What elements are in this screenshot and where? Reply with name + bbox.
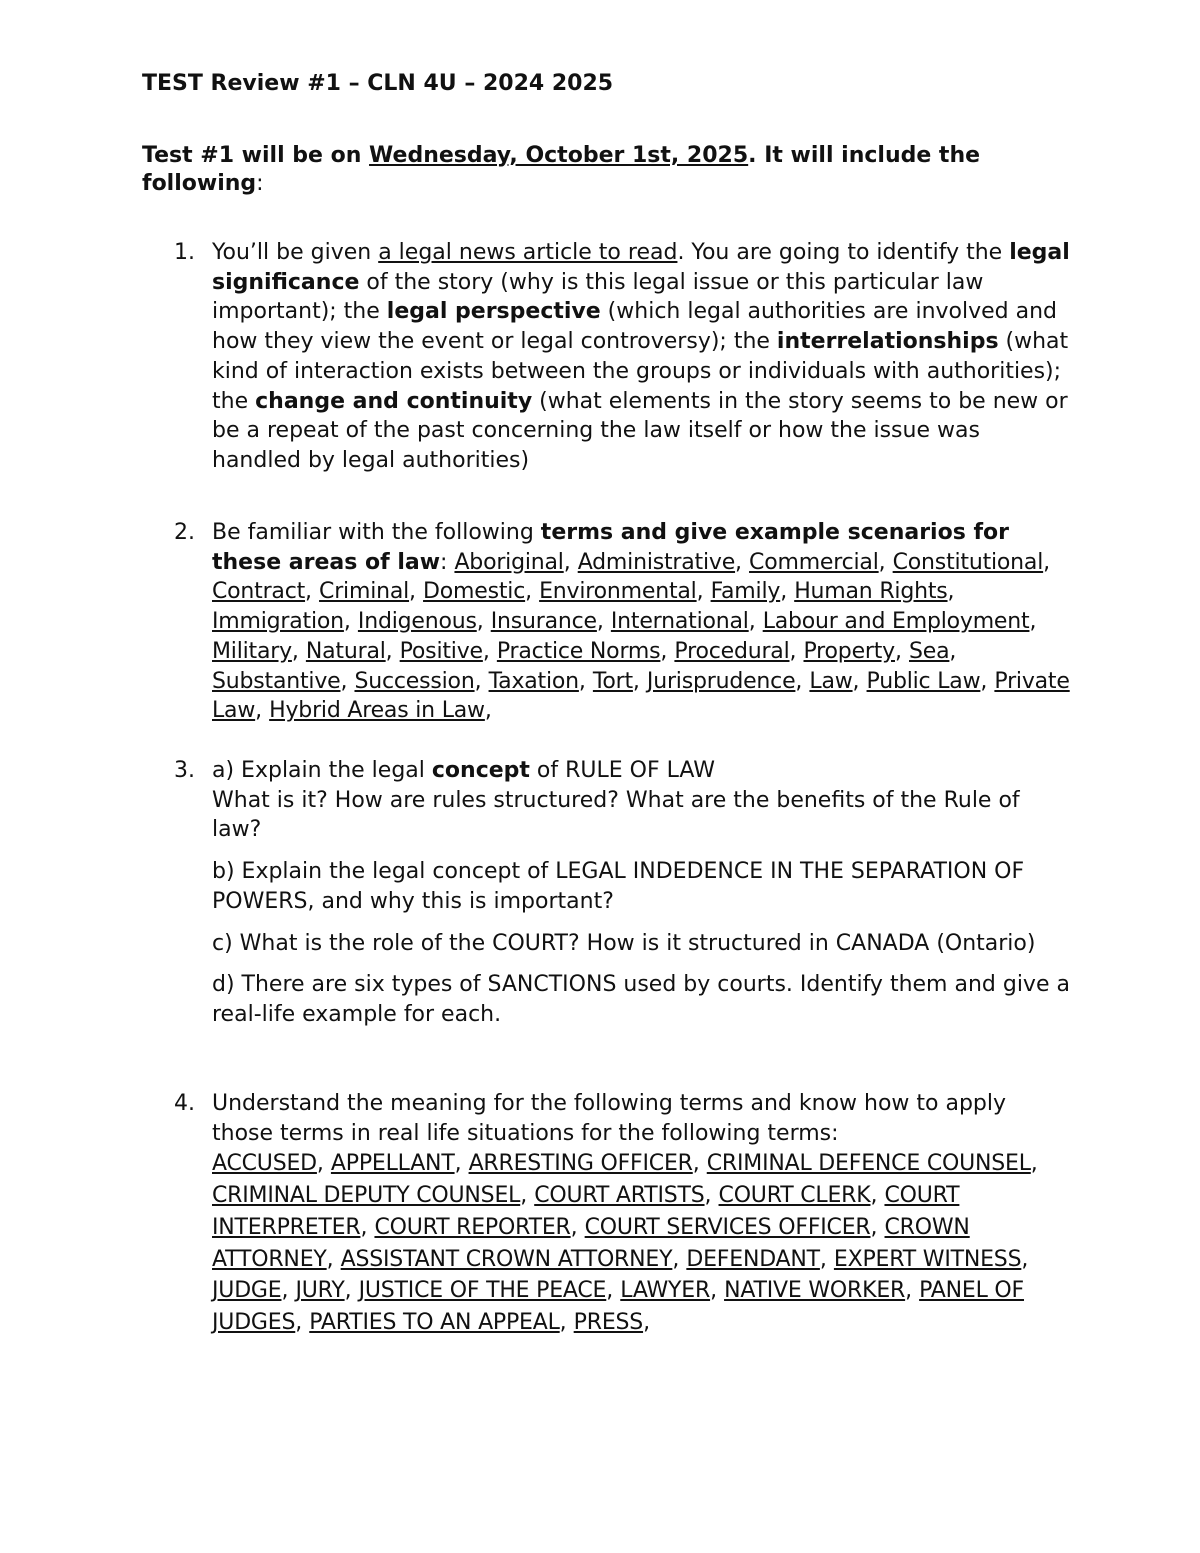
court-role-term: ASSISTANT CROWN ATTORNEY: [340, 1246, 673, 1272]
court-role-term: COURT CLERK: [718, 1183, 871, 1209]
law-area-term: Human Rights: [794, 579, 948, 605]
text-run: . You are going to identify the: [677, 240, 1010, 265]
court-role-term: CROWN ATTORNEY: [212, 1214, 970, 1272]
court-role-term: COURT REPORTER: [374, 1214, 571, 1240]
item-number: 1.: [174, 240, 195, 265]
law-area-term: Public Law: [866, 668, 981, 694]
item-number: 4.: [174, 1091, 195, 1116]
law-area-term: Constitutional: [892, 549, 1044, 575]
court-role-term: NATIVE WORKER: [724, 1278, 906, 1304]
law-area-term: Commercial: [749, 549, 879, 575]
court-role-term: LAWYER: [620, 1278, 711, 1304]
law-area-term: Tort: [592, 668, 633, 694]
law-area-term: Immigration: [212, 609, 344, 635]
court-role-term: ARRESTING OFFICER: [468, 1151, 693, 1177]
sub-question-a: [212, 756, 1072, 786]
law-area-term: Positive: [399, 638, 483, 664]
law-area-term: Succession: [354, 668, 475, 694]
item-number: 2.: [174, 520, 195, 545]
court-role-term: COURT INTERPRETER: [212, 1183, 960, 1240]
court-role-term: COURT ARTISTS: [534, 1183, 705, 1209]
text-run: of the story (why is this legal issue or this particular law important); the: [212, 269, 984, 325]
intro-middle: . It will include the following: [142, 143, 981, 196]
item-body: [212, 518, 1072, 726]
court-role-term: PANEL OF JUDGES: [212, 1278, 1024, 1335]
item-number: 3.: [174, 758, 195, 783]
sub-question-b: b) Explain the legal concept of LEGAL INDEDENCE IN THE SEPARATION OF POWERS, and why this is important?: [212, 859, 1025, 914]
court-role-term: EXPERT WITNESS: [833, 1246, 1022, 1272]
law-area-term: International: [610, 609, 749, 635]
law-area-term: Family: [710, 579, 781, 605]
bold-term: terms and give example scenarios for these areas of law: [212, 520, 1009, 575]
law-area-term: Indigenous: [357, 609, 477, 635]
law-area-term: Administrative: [577, 549, 736, 575]
intro-colon: :: [256, 171, 264, 196]
law-area-term: Substantive: [212, 668, 341, 694]
sub-question-d: d) There are six types of SANCTIONS used by courts. Identify them and give a real-life example for each.: [212, 972, 1070, 1027]
court-role-term: DEFENDANT: [686, 1246, 820, 1272]
law-area-term: Jurisprudence: [646, 668, 796, 694]
law-area-term: Taxation: [488, 668, 579, 694]
law-area-term: Military: [212, 638, 292, 664]
court-role-term: JURY: [295, 1278, 345, 1304]
law-area-term: Hybrid Areas in Law: [269, 698, 485, 724]
law-area-term: Labour and Employment: [762, 609, 1030, 635]
law-area-term: Practice Norms: [496, 638, 661, 664]
court-role-term: JUDGE: [212, 1278, 282, 1304]
court-role-term: CRIMINAL DEPUTY COUNSEL: [212, 1183, 521, 1209]
text-run: You’ll be given: [212, 240, 379, 265]
law-area-term: Aboriginal: [454, 549, 564, 575]
intro-prefix: Test #1 will be on: [142, 143, 370, 168]
text-run: :: [440, 549, 455, 575]
court-role-term: ACCUSED: [212, 1151, 317, 1177]
text-run: Be familiar with the following: [212, 520, 541, 545]
law-area-term: Property: [803, 638, 895, 664]
bold-term: legal significance: [212, 240, 1070, 295]
bold-term: legal perspective: [386, 299, 601, 325]
law-areas-text: [212, 518, 1072, 726]
law-area-term: Private Law: [212, 668, 1070, 724]
item-body: [212, 1089, 1072, 1339]
bold-term: change and continuity: [255, 388, 533, 414]
law-area-term: Natural: [305, 638, 386, 664]
law-area-term: Environmental: [539, 579, 697, 605]
sub-question-c: c) What is the role of the COURT? How is it structured in CANADA (Ontario): [212, 930, 1036, 956]
item-text: Understand the meaning for the following terms and know how to apply those terms in real life situations for the following terms:: [212, 1091, 1007, 1146]
law-area-term: Insurance: [490, 609, 597, 635]
law-area-term: Law: [809, 668, 853, 694]
text-run: (what kind of interaction exists between the groups or individuals with authorities); the: [212, 329, 1069, 414]
court-role-term: CRIMINAL DEFENCE COUNSEL: [706, 1151, 1031, 1177]
law-area-term: Contract: [212, 579, 306, 605]
text-run: (which legal authorities are involved and how they view the event or legal controversy); the: [212, 299, 1058, 355]
item-body: [212, 238, 1072, 476]
intro-paragraph: [142, 142, 1072, 198]
law-area-term: Procedural: [674, 638, 790, 664]
court-terms-list: ACCUSED, APPELLANT, ARRESTING OFFICER, CRIMINAL DEFENCE COUNSEL, CRIMINAL DEPUTY COUNSEL, COURT ARTISTS, COURT CLERK, COURT INTERPRETER, COURT REPORTER, COURT SERVICES OFFICER, CROWN ATTORNEY, ASSISTANT CROWN ATTORNEY, DEFENDANT, EXPERT WITNESS, JUDGE, JURY, JUSTICE OF THE PEACE, LAWYER, NATIVE WORKER, PANEL OF JUDGES, PARTIES TO AN APPEAL, PRESS,: [212, 1151, 1038, 1335]
court-role-term: COURT SERVICES OFFICER: [584, 1214, 871, 1240]
test-date: Wednesday, October 1st, 2025: [369, 143, 749, 168]
law-area-term: Criminal: [319, 579, 410, 605]
law-area-term: Sea: [909, 638, 950, 664]
court-role-term: PARTIES TO AN APPEAL: [309, 1309, 560, 1335]
item-body: [212, 756, 1072, 1030]
sub-question-a-detail: What is it? How are rules structured? What are the benefits of the Rule of law?: [212, 787, 1020, 843]
text-run: of RULE OF LAW: [529, 758, 715, 783]
law-terms-list: Aboriginal, Administrative, Commercial, Constitutional, Contract, Criminal, Domestic, Environmental, Family, Human Rights, Immigration, Indigenous, Insurance, International, Labour and Employment, Military, Natural, Positive, Practice Norms, Procedural, Property, Sea, Substantive, Succession, Taxation, Tort, Jurisprudence, Law, Public Law, Private Law, Hybrid Areas in Law,: [212, 549, 1070, 724]
law-area-term: Domestic: [423, 579, 526, 605]
bold-term: interrelationships: [776, 329, 999, 355]
text-run: a) Explain the legal: [212, 758, 432, 783]
court-role-term: JUSTICE OF THE PEACE: [358, 1278, 607, 1304]
bold-term: concept: [431, 758, 530, 783]
item-text: [212, 238, 1072, 476]
text-run: (what elements in the story seems to be new or be a repeat of the past concerning the law itself or how the issue was handled by legal authorities): [212, 388, 1068, 473]
page-title: TEST Review #1 – CLN 4U – 2024 2025: [142, 71, 614, 96]
underlined-phrase: a legal news article to read: [378, 240, 678, 265]
court-role-term: PRESS: [573, 1309, 644, 1335]
court-role-term: APPELLANT: [330, 1151, 455, 1177]
